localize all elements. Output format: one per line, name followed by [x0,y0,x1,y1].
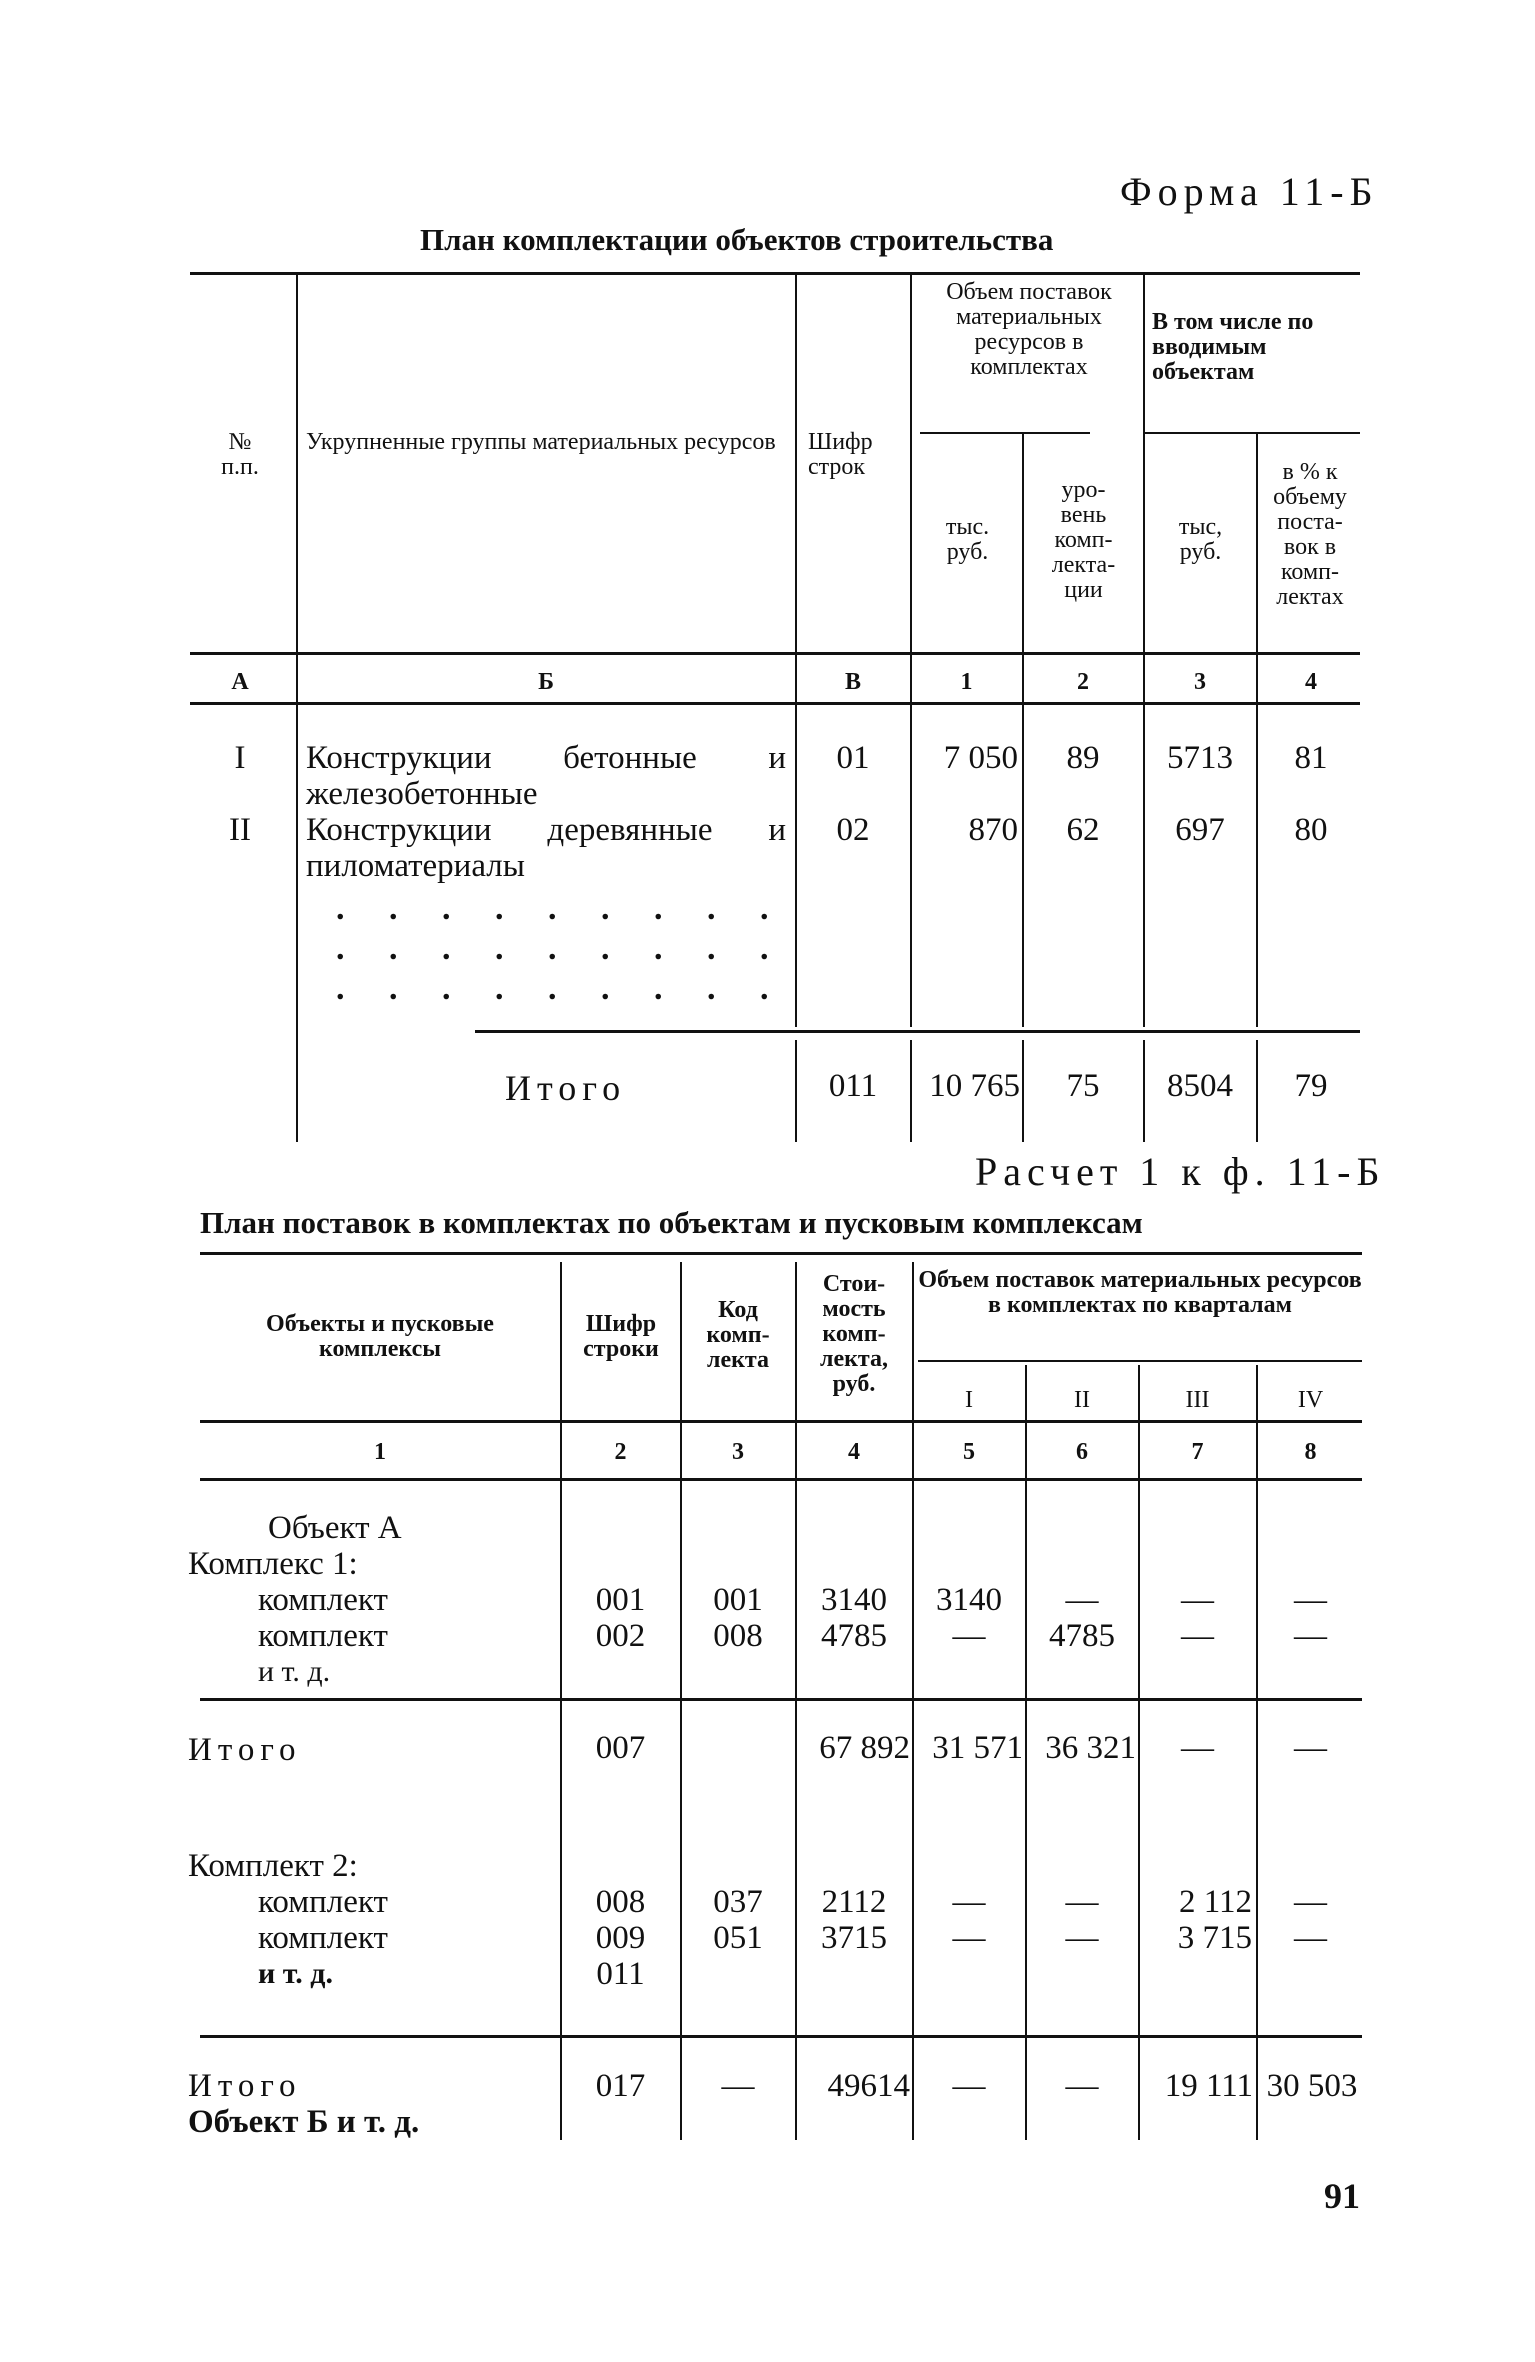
t2-q3: 3 715 [1177,1920,1252,1956]
t2-total-label: Итого [188,1732,302,1768]
t1-row-v4: 81 [1294,740,1328,776]
t2-kit-label: комплект [258,1884,388,1920]
t2-colcode: 3 [732,1439,744,1465]
t2-q3: — [1181,1618,1214,1654]
t1-row-name: Конструкции деревянные и пиломатериалы [306,812,786,884]
page-number: 91 [1324,2176,1360,2216]
t2-q1: — [952,1884,986,1920]
t2-colcode: 1 [374,1439,386,1465]
t1-colcode: Б [538,669,554,695]
t2-cost: 3140 [821,1582,887,1618]
t1-colcode: 2 [1077,669,1089,695]
t2-total-cost: 49614 [827,2068,910,2104]
t1-colcode: 4 [1305,669,1317,695]
t2-q4: — [1294,1582,1327,1618]
t2-cost: 4785 [821,1618,887,1654]
t2-q3: 2 112 [1178,1884,1252,1920]
t2-colcode: 8 [1304,1439,1317,1465]
t1-row-v2: 62 [1066,812,1100,848]
t2-header-q3: III [1185,1387,1210,1413]
t2-header-q2: II [1074,1387,1090,1413]
t2-total-q1: — [952,2068,986,2104]
t1-colcode: 3 [1194,669,1206,695]
t1-row-v3: 5713 [1167,740,1233,776]
t2-total-q2: — [1065,2068,1099,2104]
t2-q4: — [1294,1618,1327,1654]
t1-row-num: II [229,812,251,848]
t2-colcode: 2 [614,1439,627,1465]
t1-header-num: № п.п. [221,429,259,480]
t1-colcode: А [231,669,249,695]
t2-total-q4: — [1294,1730,1327,1766]
t1-row-num: I [234,740,246,776]
t1-dots-row: . . . . . . . . . [336,930,787,967]
t2-kit: 037 [713,1884,763,1920]
t2-etc: и т. д. [258,1957,333,1990]
t2-total-q1: 31 571 [932,1730,1023,1766]
t2-kit: 008 [713,1618,763,1654]
t1-total-code: 011 [828,1068,878,1104]
t2-code: 009 [595,1920,646,1956]
t2-total-kit: — [721,2068,755,2104]
t2-q3: — [1181,1582,1214,1618]
t2-code: 002 [595,1618,646,1654]
t2-q2: — [1065,1920,1099,1956]
t2-etc: и т. д. [258,1655,331,1688]
table1-title: План комплектации объектов строительства [420,222,1054,257]
t2-header-objects: Объекты и пусковые комплексы [266,1311,494,1362]
t1-row-v1: 7 050 [943,740,1018,776]
t1-row-v3: 697 [1175,812,1225,848]
t2-code: 001 [595,1582,646,1618]
t2-complex-name: Комплект 2: [188,1848,358,1884]
t1-colcode: 1 [960,669,973,695]
t1-total-label: Итого [505,1068,627,1108]
t1-total-v1: 10 765 [929,1068,1020,1104]
t1-dots-row: . . . . . . . . . [336,890,787,927]
t2-kit: 001 [713,1582,763,1618]
t2-total-cost: 67 892 [819,1730,910,1766]
t2-header-q4: IV [1297,1387,1324,1413]
t2-total-label: Итого [188,2068,302,2104]
t1-total-v3: 8504 [1167,1068,1233,1104]
t2-q1: — [952,1618,986,1654]
t1-row-name: Конструкции бетонные и железобетонные [306,740,786,812]
form-label: Форма 11-Б [1120,169,1379,214]
t2-colcode: 6 [1076,1439,1088,1465]
t2-q2: — [1065,1884,1099,1920]
t2-cost: 2112 [821,1884,887,1920]
t1-header-inc-thousand: тыс, руб. [1178,514,1223,565]
t2-complex-name: Комплекс 1: [188,1546,358,1582]
t1-total-v2: 75 [1066,1068,1100,1104]
t2-code: 008 [595,1884,646,1920]
t2-object-name: Объект А [268,1510,402,1546]
t1-header-code: Шифр строк [808,429,873,480]
t2-header-code: Шифр строки [583,1311,659,1362]
t1-row-code: 02 [836,812,870,848]
t2-colcode: 7 [1191,1439,1204,1465]
t1-header-groups: Укрупненные группы материальных ресурсов [306,429,776,455]
t1-row-code: 01 [836,740,870,776]
t2-header-q1: I [965,1387,973,1413]
t2-cost: 3715 [821,1920,887,1956]
t2-total-q2: 36 321 [1045,1730,1136,1766]
t1-colcode: В [844,669,861,695]
t2-q4: — [1294,1884,1327,1920]
t1-header-volume: Объем поставок материальных ресурсов в комплектах [946,279,1112,380]
t2-q1: — [952,1920,986,1956]
t2-kit-label: комплект [258,1618,388,1654]
t2-colcode: 4 [848,1439,860,1465]
t2-kit: 051 [713,1920,763,1956]
t1-row-v4: 80 [1294,812,1328,848]
calc-label: Расчет 1 к ф. 11-Б [975,1149,1386,1194]
t2-total-code: 017 [595,2068,646,2104]
table2-title: План поставок в комплектах по объектам и пусковым комплексам [200,1205,1143,1240]
t1-dots-row: . . . . . . . . . [336,970,787,1007]
t1-total-v4: 79 [1294,1068,1328,1104]
t1-header-including: В том числе по вводимым объектам [1152,309,1314,385]
t2-total-q3: 19 111 [1164,2068,1253,2104]
t2-total-q3: — [1181,1730,1214,1766]
t1-header-vol-thousand: тыс. руб. [945,514,990,565]
t1-header-inc-percent: в % к объему поста- вок в комп- лектах [1273,459,1347,610]
t2-total-q4: 30 503 [1266,2068,1358,2104]
t2-q1: 3140 [936,1582,1002,1618]
t2-kit-label: комплект [258,1920,388,1956]
t2-total-code: 007 [595,1730,646,1766]
t2-code: 011 [596,1956,645,1992]
t2-kit-label: комплект [258,1582,388,1618]
t2-header-cost: Стои- мость комп- лекта, руб. [819,1271,889,1397]
t2-q4: — [1294,1920,1327,1956]
t1-row-v2: 89 [1066,740,1100,776]
t2-colcode: 5 [963,1439,975,1465]
t2-header-volume: Объем поставок материальных ресурсов в комплектах по кварталам [918,1267,1362,1318]
t2-q2: — [1065,1582,1099,1618]
t2-header-kit-code: Код комп- лекта [706,1297,770,1373]
t2-q2: 4785 [1049,1618,1115,1654]
t2-total-sub: Объект Б и т. д. [188,2104,420,2140]
t1-row-v1: 870 [968,812,1018,848]
t1-header-vol-level: уро- вень комп- лекта- ции [1051,477,1116,603]
